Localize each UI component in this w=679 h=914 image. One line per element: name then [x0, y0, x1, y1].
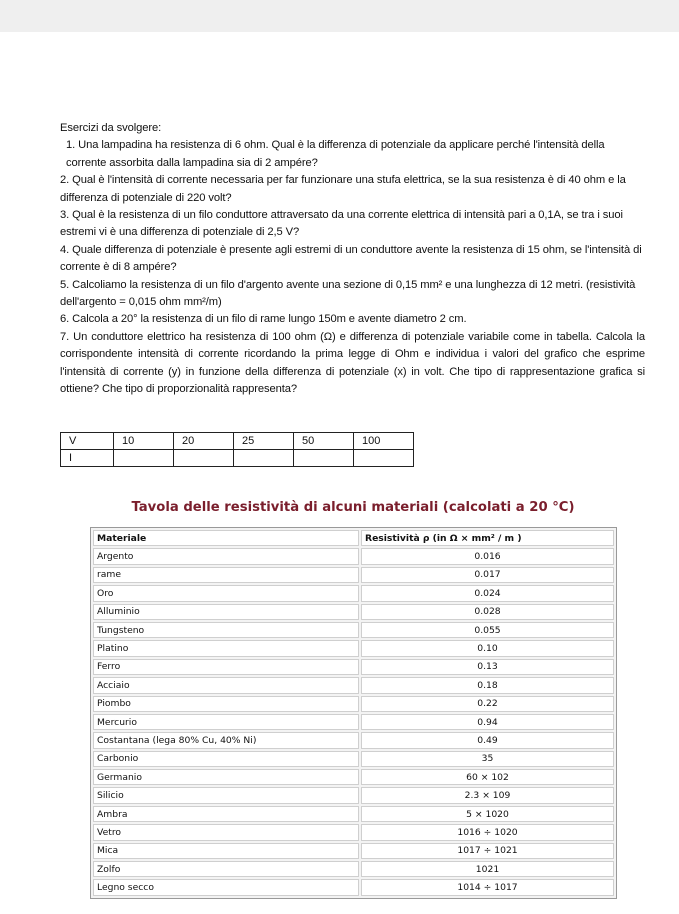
current-cell — [234, 450, 294, 467]
resistivity-value: 60 × 102 — [361, 769, 614, 785]
material-name: Vetro — [93, 824, 359, 840]
resistivity-table-frame — [90, 527, 617, 899]
resistivity-row — [93, 751, 614, 767]
resistivity-row — [93, 677, 614, 693]
resistivity-row — [93, 659, 614, 675]
resistivity-value: 0.94 — [361, 714, 614, 730]
resistivity-value: 0.13 — [361, 659, 614, 675]
resistivity-row — [93, 640, 614, 656]
exercise-1: 1. Una lampadina ha resistenza di 6 ohm. Qual è la differenza di potenziale da applicare perché l'intensità della corrente assorbita dalla lampadina sia di 2 ampére? — [66, 139, 605, 169]
resistivity-row — [93, 714, 614, 730]
exercises-heading: Esercizi da svolgere: — [60, 122, 162, 134]
current-cell — [354, 450, 414, 467]
current-cell — [174, 450, 234, 467]
voltage-value: 50 — [294, 433, 354, 450]
voltage-row — [61, 433, 414, 450]
material-name: rame — [93, 567, 359, 583]
resistivity-value: 0.028 — [361, 604, 614, 620]
resistivity-row — [93, 696, 614, 712]
resistivity-row — [93, 879, 614, 895]
resistivity-value: 0.024 — [361, 585, 614, 601]
resistivity-value: 0.016 — [361, 548, 614, 564]
material-name: Silicio — [93, 787, 359, 803]
resistivity-row — [93, 732, 614, 748]
resistivity-value: 5 × 1020 — [361, 806, 614, 822]
material-name: Platino — [93, 640, 359, 656]
resistivity-row — [93, 861, 614, 877]
voltage-label: V — [61, 433, 114, 450]
resistivity-row — [93, 769, 614, 785]
material-name: Argento — [93, 548, 359, 564]
material-name: Carbonio — [93, 751, 359, 767]
material-name: Germanio — [93, 769, 359, 785]
material-column-header: Materiale — [93, 530, 359, 546]
exercise-3: 3. Qual è la resistenza di un filo conduttore attraversato da una corrente elettrica di intensità pari a 0,1A, se tra i suoi estremi vi è una differenza di potenziale di 2,5 V? — [60, 209, 623, 239]
material-name: Alluminio — [93, 604, 359, 620]
resistivity-header-row — [93, 530, 614, 546]
voltage-value: 25 — [234, 433, 294, 450]
current-label: I — [61, 450, 114, 467]
material-name: Ambra — [93, 806, 359, 822]
exercise-6: 6. Calcola a 20° la resistenza di un filo di rame lungo 150m e avente diametro 2 cm. — [60, 313, 467, 326]
exercise-2: 2. Qual è l'intensità di corrente necessaria per far funzionare una stufa elettrica, se la sua resistenza è di 40 ohm e la differenza di potenziale di 220 volt? — [60, 174, 626, 204]
material-name: Mercurio — [93, 714, 359, 730]
resistivity-value: 2.3 × 109 — [361, 787, 614, 803]
resistivity-value: 1021 — [361, 861, 614, 877]
material-name: Acciaio — [93, 677, 359, 693]
resistivity-column-header: Resistività ρ (in Ω × mm² / m ) — [361, 530, 614, 546]
material-name: Oro — [93, 585, 359, 601]
resistivity-value: 0.49 — [361, 732, 614, 748]
material-name: Ferro — [93, 659, 359, 675]
resistivity-value: 0.18 — [361, 677, 614, 693]
resistivity-row — [93, 567, 614, 583]
current-cell — [114, 450, 174, 467]
voltage-value: 20 — [174, 433, 234, 450]
exercise-document — [60, 120, 645, 399]
material-name: Zolfo — [93, 861, 359, 877]
resistivity-value: 0.10 — [361, 640, 614, 656]
current-row — [61, 450, 414, 467]
material-name: Tungsteno — [93, 622, 359, 638]
exercise-5: 5. Calcoliamo la resistenza di un filo d'argento avente una sezione di 0,15 mm² e una lunghezza di 12 metri. (resistività dell'argento = 0,015 ohm mm²/m) — [60, 278, 636, 309]
resistivity-value: 1017 ÷ 1021 — [361, 843, 614, 859]
resistivity-value: 35 — [361, 751, 614, 767]
resistivity-row — [93, 548, 614, 564]
exercise-7: 7. Un conduttore elettrico ha resistenza di 100 ohm (Ω) e differenza di potenziale variabile come in tabella. Calcola la corrispondente intensità di corrente ricordando la prima legge di Ohm e individua i valori del grafico che esprime l'intensità di corrente (y) in funzione della differenza di potenziale (x) in volt. Che tipo di rappresentazione grafica si ottiene? Che tipo di proporzionalità rappresenta? — [60, 330, 645, 396]
resistivity-value: 0.22 — [361, 696, 614, 712]
voltage-value: 10 — [114, 433, 174, 450]
voltage-value: 100 — [354, 433, 414, 450]
resistivity-row — [93, 622, 614, 638]
resistivity-value: 1016 ÷ 1020 — [361, 824, 614, 840]
voltage-current-table — [60, 432, 414, 467]
exercise-4: 4. Quale differenza di potenziale è presente agli estremi di un conduttore avente la resistenza di 15 ohm, se l'intensità di corrente è di 8 ampére? — [60, 243, 642, 274]
resistivity-row — [93, 806, 614, 822]
material-name: Piombo — [93, 696, 359, 712]
material-name: Mica — [93, 843, 359, 859]
resistivity-row — [93, 787, 614, 803]
resistivity-row — [93, 604, 614, 620]
resistivity-row — [93, 824, 614, 840]
resistivity-row — [93, 843, 614, 859]
resistivity-title: Tavola delle resistività di alcuni materiali (calcolati a 20 °C) — [131, 500, 575, 515]
top-bar — [0, 0, 679, 32]
resistivity-table — [91, 528, 616, 898]
material-name: Legno secco — [93, 879, 359, 895]
resistivity-value: 0.017 — [361, 567, 614, 583]
resistivity-row — [93, 585, 614, 601]
resistivity-value: 0.055 — [361, 622, 614, 638]
current-cell — [294, 450, 354, 467]
resistivity-value: 1014 ÷ 1017 — [361, 879, 614, 895]
material-name: Costantana (lega 80% Cu, 40% Ni) — [93, 732, 359, 748]
